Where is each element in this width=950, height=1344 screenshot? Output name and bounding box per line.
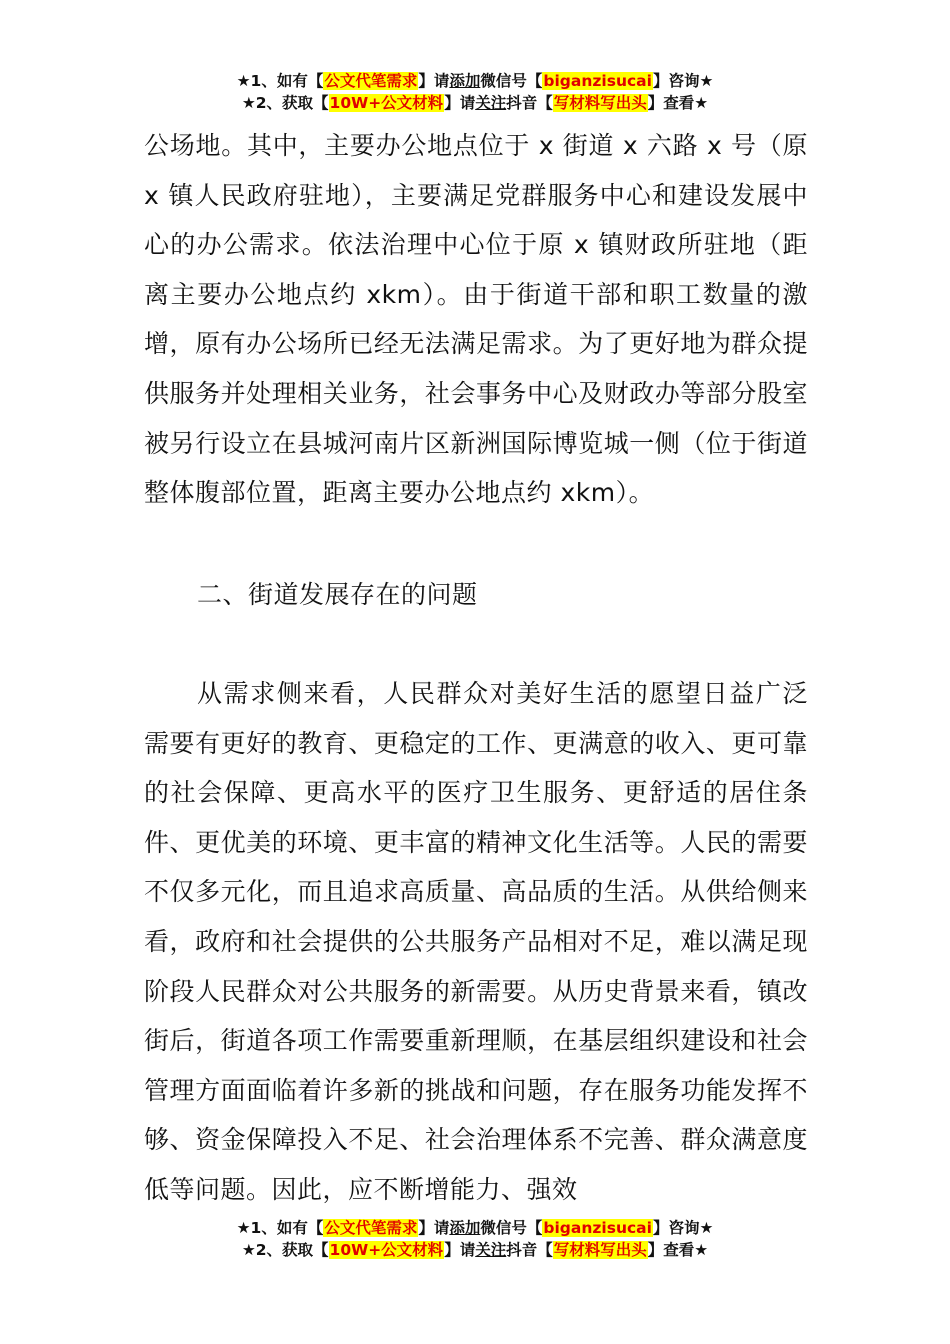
banner-text: 】请 — [418, 1219, 450, 1237]
banner-underlined: 添加 — [449, 1219, 481, 1237]
banner-underlined: 关注 — [475, 94, 507, 112]
banner-line-2 — [0, 92, 950, 114]
document-paragraph-1-block — [144, 121, 808, 518]
document-paragraph-2-block — [144, 669, 808, 1215]
banner-line-1 — [0, 1217, 950, 1239]
banner-text: 】咨询★ — [652, 1219, 714, 1237]
banner-text: 微信号【 — [480, 72, 543, 90]
banner-text: 抖音【 — [506, 94, 553, 112]
banner-highlight: biganzisucai — [543, 72, 652, 90]
banner-highlight: 公文代笔需求 — [324, 72, 418, 90]
banner-text: 微信号【 — [480, 1219, 543, 1237]
banner-underlined: 关注 — [475, 1241, 507, 1259]
section-heading: 二、街道发展存在的问题 — [197, 580, 478, 609]
top-banner — [0, 70, 950, 114]
banner-highlight: 10W+公文材料 — [329, 1241, 444, 1259]
document-paragraph: 公场地。其中，主要办公地点位于 x 街道 x 六路 x 号（原 x 镇人民政府驻地），主要满足党群服务中心和建设发展中心的办公需求。依法治理中心位于原 x 镇财政所驻地（距离主要办公地点约 xkm）。由于街道干部和职工数量的激增，原有办公场所已经无法满足需求。为了更好地为群众提供服务并处理相关业务，社会事务中心及财政办等部分股室被另行设立在县城河南片区新洲国际博览城一侧（位于街道整体腹部位置，距离主要办公地点约 xkm）。 — [144, 131, 808, 508]
banner-highlight: 10W+公文材料 — [329, 94, 444, 112]
banner-text: ★2、获取【 — [241, 1241, 329, 1259]
banner-text: ★1、如有【 — [236, 1219, 324, 1237]
banner-text: 】咨询★ — [652, 72, 714, 90]
banner-line-2 — [0, 1239, 950, 1261]
banner-text: 】请 — [444, 1241, 476, 1259]
banner-text: ★1、如有【 — [236, 72, 324, 90]
banner-underlined: 添加 — [449, 72, 481, 90]
banner-text: ★2、获取【 — [241, 94, 329, 112]
document-paragraph: 从需求侧来看，人民群众对美好生活的愿望日益广泛需要有更好的教育、更稳定的工作、更满意的收入、更可靠的社会保障、更高水平的医疗卫生服务、更舒适的居住条件、更优美的环境、更丰富的精神文化生活等。人民的需要不仅多元化，而且追求高质量、高品质的生活。从供给侧来看，政府和社会提供的公共服务产品相对不足，难以满足现阶段人民群众对公共服务的新需要。从历史背景来看，镇改街后，街道各项工作需要重新理顺，在基层组织建设和社会管理方面面临着许多新的挑战和问题，存在服务功能发挥不够、资金保障投入不足、社会治理体系不完善、群众满意度低等问题。因此，应不断增能力、强效 — [144, 679, 808, 1204]
banner-line-1 — [0, 70, 950, 92]
banner-text: 】请 — [418, 72, 450, 90]
banner-highlight: 写材料写出头 — [553, 1241, 647, 1259]
bottom-banner — [0, 1217, 950, 1261]
section-heading-block — [144, 570, 808, 620]
banner-text: 】查看★ — [647, 1241, 709, 1259]
banner-text: 抖音【 — [506, 1241, 553, 1259]
banner-highlight: 写材料写出头 — [553, 94, 647, 112]
banner-highlight: biganzisucai — [543, 1219, 652, 1237]
banner-text: 】查看★ — [647, 94, 709, 112]
banner-text: 】请 — [444, 94, 476, 112]
banner-highlight: 公文代笔需求 — [324, 1219, 418, 1237]
